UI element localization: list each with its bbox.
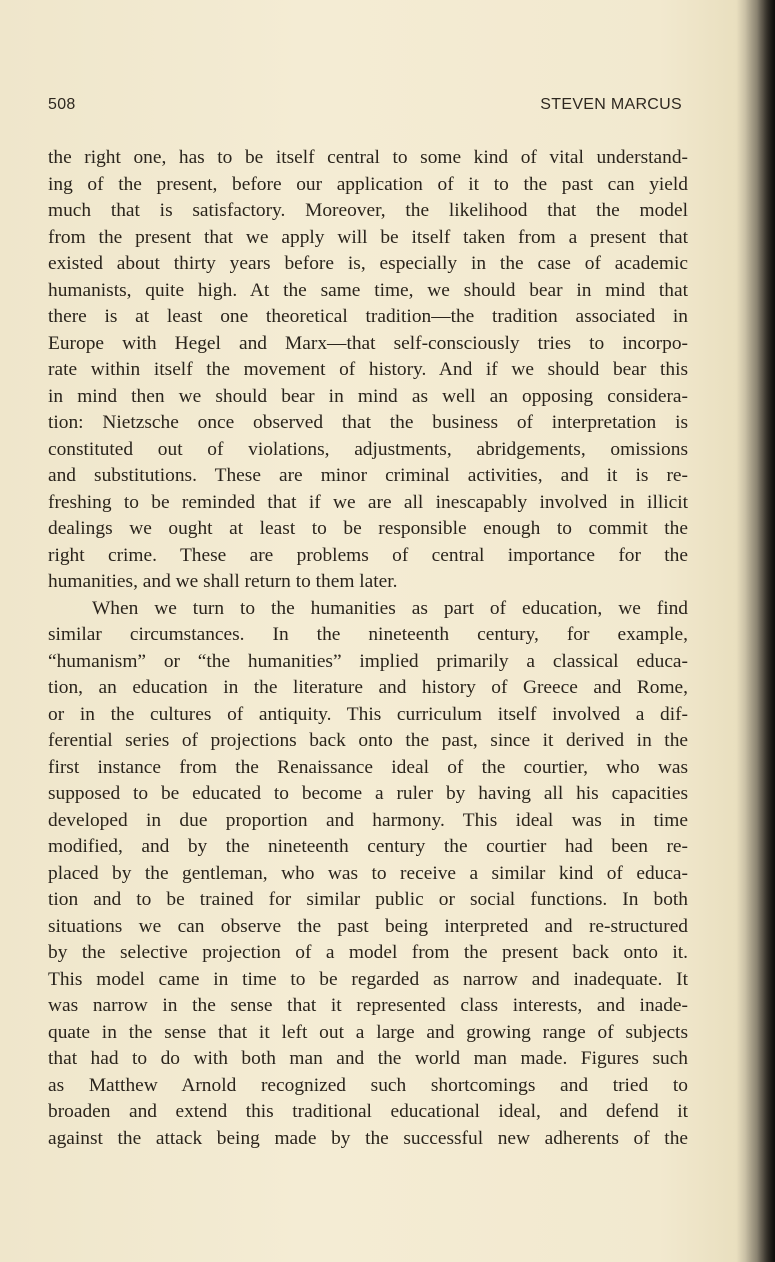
text-line: “humanism” or “the humanities” implied primarily a classical educa- <box>48 650 688 672</box>
text-line: ferential series of projections back onto the past, since it derived in the <box>48 730 688 751</box>
text-line: freshing to be reminded that if we are all inescapably involved in illicit <box>48 491 688 513</box>
text-line: and substitutions. These are minor criminal activities, and it is re- <box>48 465 688 486</box>
text-line: existed about thirty years before is, especially in the case of academic <box>48 253 688 274</box>
text-line: was narrow in the sense that it represented class interests, and inade- <box>48 995 688 1016</box>
text-line: developed in due proportion and harmony. This ideal was in time <box>48 809 688 831</box>
body-text <box>48 145 688 1152</box>
text-line: ing of the present, before our application of it to the past can yield <box>48 173 688 195</box>
text-line: rate within itself the movement of history. And if we should bear this <box>48 359 688 380</box>
text-line: dealings we ought at least to be responsible enough to commit the <box>48 518 688 539</box>
running-head: STEVEN MARCUS <box>540 96 682 113</box>
text-line: supposed to be educated to become a ruler by having all his capacities <box>48 783 688 804</box>
paragraph-start-line: When we turn to the humanities as part of education, we find <box>92 597 688 619</box>
page-header <box>48 96 682 118</box>
text-line: there is at least one theoretical tradition—the tradition associated in <box>48 306 688 327</box>
paragraph-end-line: humanities, and we shall return to them later. <box>48 571 398 592</box>
text-line: or in the cultures of antiquity. This curriculum itself involved a dif- <box>48 703 688 725</box>
text-line: tion: Nietzsche once observed that the business of interpretation is <box>48 412 688 433</box>
text-line: tion, an education in the literature and history of Greece and Rome, <box>48 677 688 698</box>
text-line: placed by the gentleman, who was to receive a similar kind of educa- <box>48 862 688 884</box>
text-line: modified, and by the nineteenth century the courtier had been re- <box>48 836 688 857</box>
text-line: situations we can observe the past being interpreted and re-structured <box>48 915 688 937</box>
text-line: constituted out of violations, adjustments, abridgements, omissions <box>48 438 688 460</box>
text-line: as Matthew Arnold recognized such shortcomings and tried to <box>48 1074 688 1096</box>
text-line: tion and to be trained for similar public or social functions. In both <box>48 889 688 910</box>
text-line: that had to do with both man and the world man made. Figures such <box>48 1048 688 1069</box>
text-line: in mind then we should bear in mind as well an opposing considera- <box>48 385 688 407</box>
page-edge-shadow <box>745 0 775 1262</box>
text-line: first instance from the Renaissance ideal of the courtier, who was <box>48 756 688 778</box>
text-line: Europe with Hegel and Marx—that self-consciously tries to incorpo- <box>48 332 688 354</box>
text-line: broaden and extend this traditional educational ideal, and defend it <box>48 1101 688 1122</box>
text-line: from the present that we apply will be itself taken from a present that <box>48 226 688 248</box>
text-line: the right one, has to be itself central to some kind of vital understand- <box>48 147 688 168</box>
text-line: This model came in time to be regarded as narrow and inadequate. It <box>48 968 688 990</box>
text-line: by the selective projection of a model from the present back onto it. <box>48 942 688 963</box>
text-line: similar circumstances. In the nineteenth century, for example, <box>48 624 688 645</box>
text-line: humanists, quite high. At the same time, we should bear in mind that <box>48 279 688 301</box>
text-line: much that is satisfactory. Moreover, the likelihood that the model <box>48 200 688 221</box>
text-line: against the attack being made by the successful new adherents of the <box>48 1127 688 1149</box>
text-line: quate in the sense that it left out a large and growing range of subjects <box>48 1021 688 1043</box>
text-line: right crime. These are problems of central importance for the <box>48 544 688 566</box>
page-number: 508 <box>48 96 76 113</box>
